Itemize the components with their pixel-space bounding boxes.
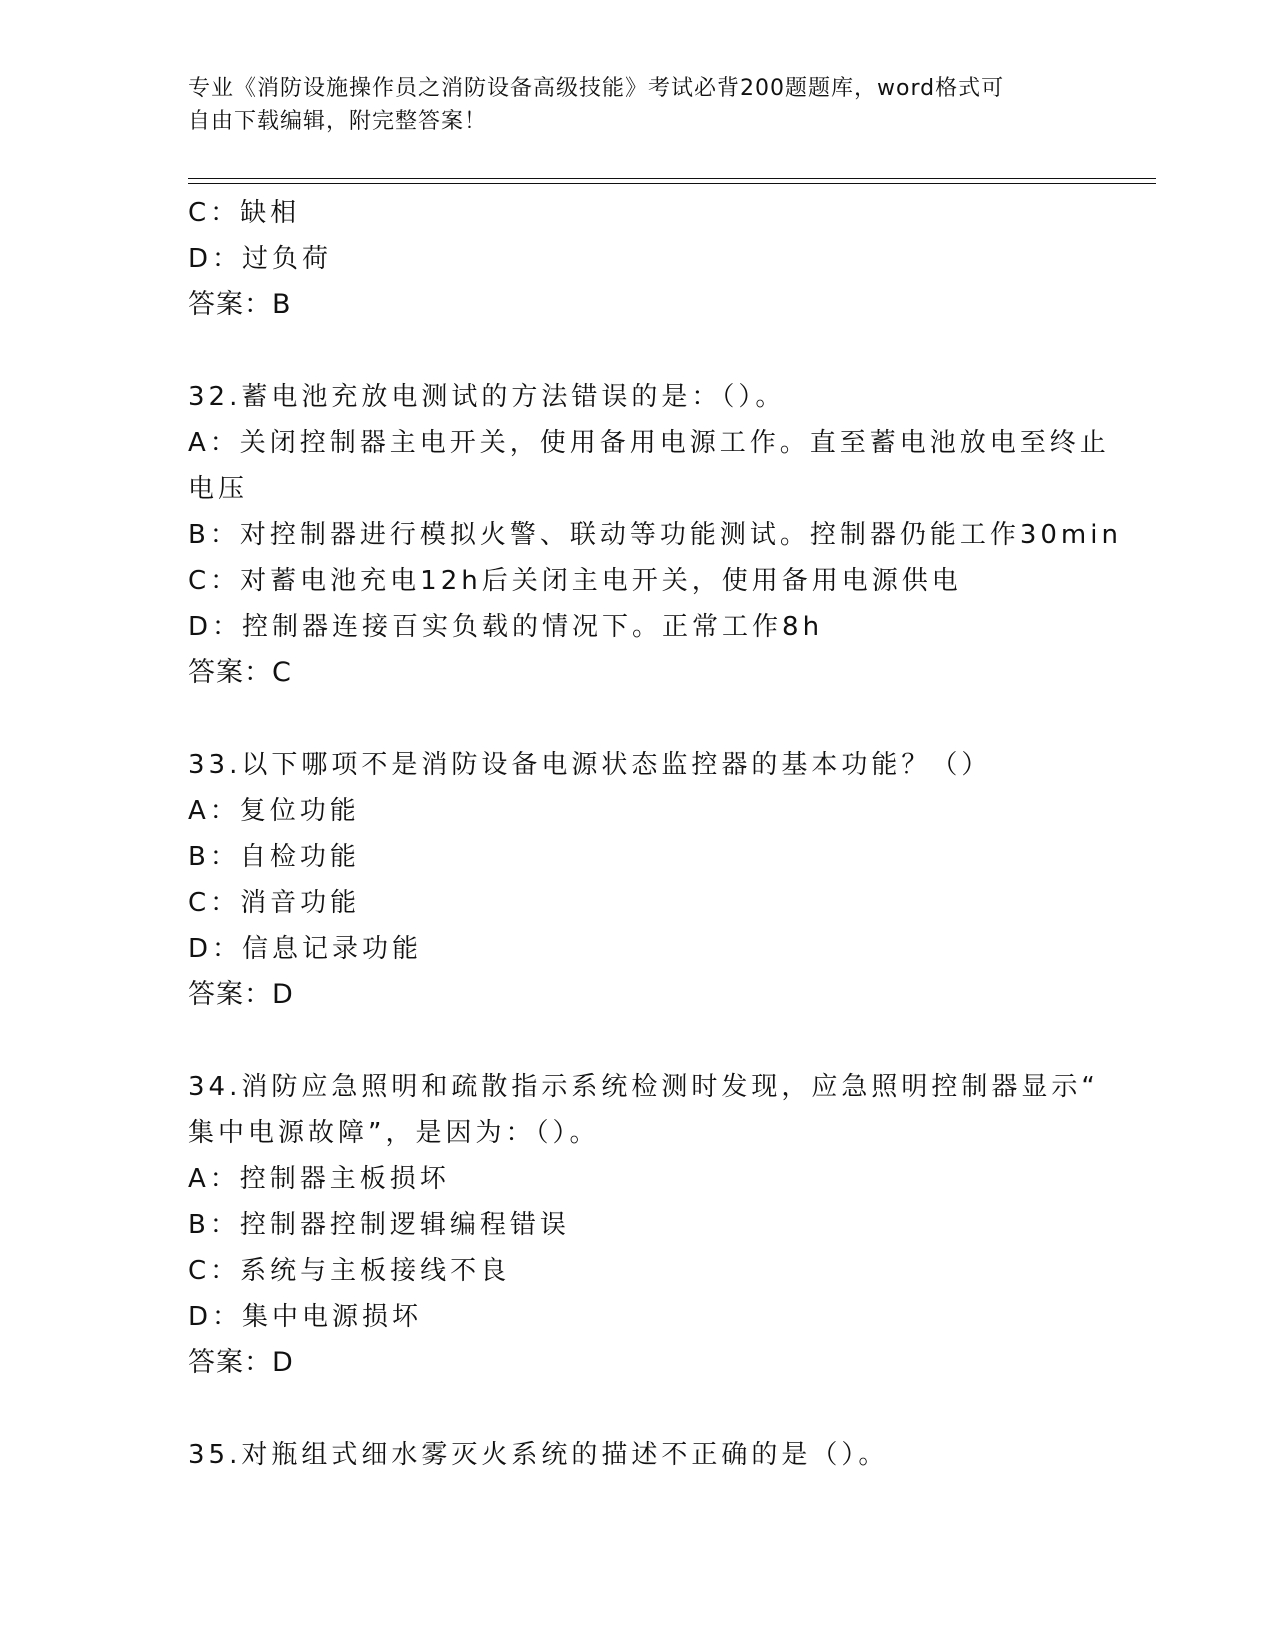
- option-d: D：集中电源损坏: [188, 1302, 423, 1332]
- option-d: D：过负荷: [188, 244, 333, 274]
- spacer: [188, 1386, 1088, 1432]
- option-c: C：缺相: [188, 198, 301, 228]
- header-line-2: 自由下载编辑，附完整答案！: [188, 109, 488, 134]
- answer-line: 答案：D: [188, 1347, 294, 1378]
- spacer: [188, 328, 1088, 374]
- answer-line: 答案：C: [188, 657, 292, 688]
- question-previous: [188, 190, 1088, 328]
- question-stem: 32.蓄电池充放电测试的方法错误的是：（）。: [188, 382, 786, 412]
- option-a-continued: 电压: [188, 474, 249, 504]
- option-b: B：对控制器进行模拟火警、联动等功能测试。控制器仍能工作30min: [188, 520, 1122, 550]
- option-c: C：对蓄电池充电12h后关闭主电开关，使用备用电源供电: [188, 566, 962, 596]
- answer-line: 答案：B: [188, 289, 292, 320]
- option-c: C：系统与主板接线不良: [188, 1256, 511, 1286]
- document-header: [188, 72, 1068, 138]
- question-stem: 34.消防应急照明和疏散指示系统检测时发现，应急照明控制器显示“: [188, 1072, 1099, 1102]
- question-34: [188, 1064, 1099, 1386]
- option-c: C：消音功能: [188, 888, 361, 918]
- question-33: [188, 742, 1088, 1018]
- option-a: A：关闭控制器主电开关，使用备用电源工作。直至蓄电池放电至终止: [188, 428, 1110, 458]
- question-35: [188, 1432, 1088, 1478]
- option-b: B：自检功能: [188, 842, 360, 872]
- answer-line: 答案：D: [188, 979, 294, 1010]
- option-d: D：信息记录功能: [188, 934, 423, 964]
- option-b: B：控制器控制逻辑编程错误: [188, 1210, 570, 1240]
- option-d: D：控制器连接百实负载的情况下。正常工作8h: [188, 612, 824, 642]
- spacer: [188, 1018, 1088, 1064]
- question-stem: 35.对瓶组式细水雾灭火系统的描述不正确的是（）。: [188, 1440, 889, 1470]
- header-rule-bottom: [188, 183, 1156, 184]
- option-a: A：复位功能: [188, 796, 360, 826]
- question-stem-continued: 集中电源故障”，是因为：（）。: [188, 1118, 600, 1148]
- header-line-1: 专业《消防设施操作员之消防设备高级技能》考试必背200题题库，word格式可: [188, 76, 1005, 101]
- option-a: A：控制器主板损坏: [188, 1164, 450, 1194]
- question-stem: 33.以下哪项不是消防设备电源状态监控器的基本功能？（）: [188, 750, 992, 780]
- header-rule-top: [188, 178, 1156, 179]
- question-32: [188, 374, 1122, 696]
- spacer: [188, 696, 1088, 742]
- document-body: [188, 190, 1122, 1478]
